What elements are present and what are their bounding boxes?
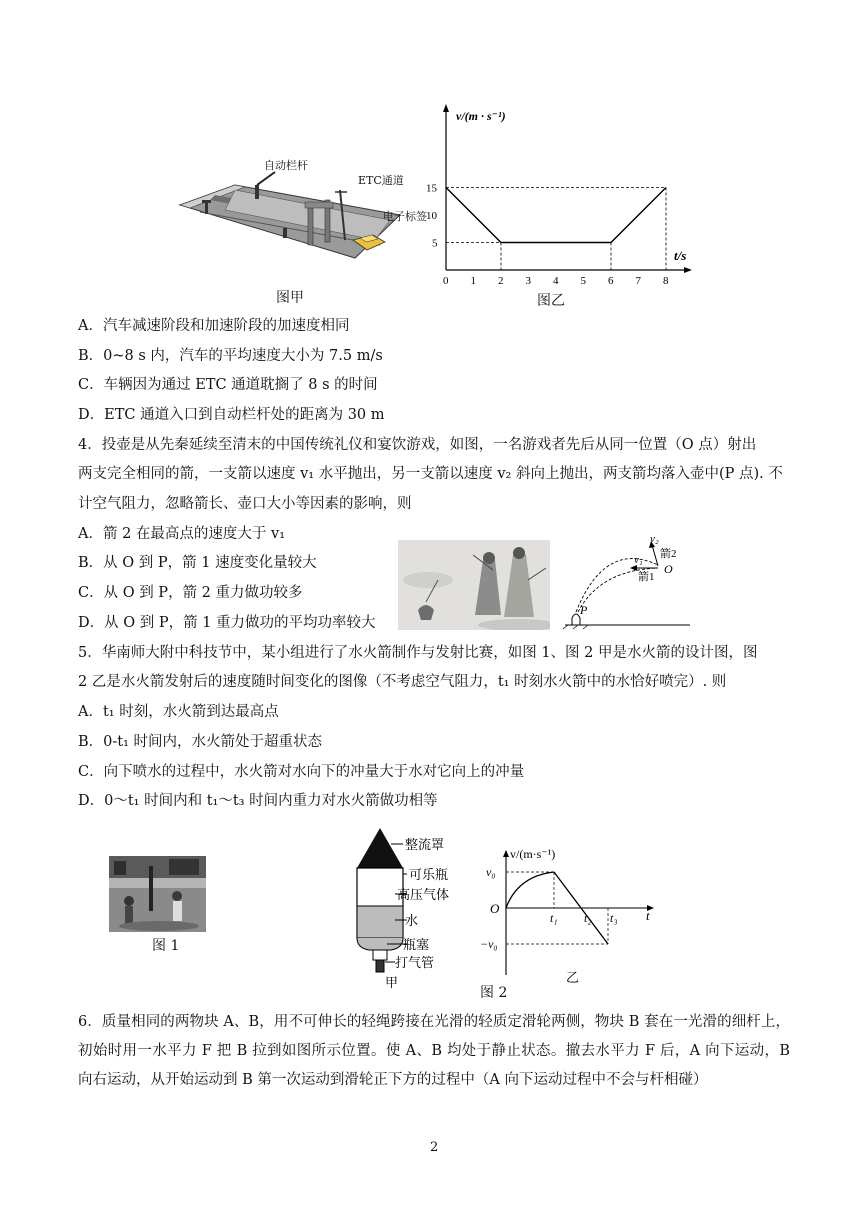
x-tick-label: 1	[470, 275, 476, 285]
x-tick-label: 8	[663, 275, 669, 285]
launch-photo	[109, 856, 206, 932]
trajectory-2	[576, 559, 658, 612]
q5-stem-2: 2 乙是水火箭发射后的速度随时间变化的图像（不考虑空气阻力，t₁ 时刻水火箭中的水恰好喷完）. 则	[78, 674, 727, 690]
page-number: 2	[430, 1140, 439, 1155]
svg-text:−v₀: −v₀	[480, 937, 498, 951]
svg-text:P: P	[580, 603, 588, 617]
vt-chart	[420, 100, 710, 285]
fig-jia-caption: 图甲	[276, 290, 304, 306]
y-tick-label: 10	[426, 210, 437, 222]
svg-text:箭2: 箭2	[660, 548, 677, 560]
q4-option-b: B．从 O 到 P，箭 1 速度变化量较大	[78, 555, 317, 571]
svg-text:t₃: t₃	[610, 911, 618, 925]
q4-option-c: C．从 O 到 P，箭 2 重力做功较多	[78, 585, 303, 601]
q4-stem-3: 计空气阻力，忽略箭长、壶口大小等因素的影响，则	[78, 496, 412, 512]
q5-option-c: C．向下喷水的过程中，水火箭对水向下的冲量大于水对它向上的冲量	[78, 764, 525, 780]
q5-option-d: D．0～t₁ 时间内和 t₁～t₃ 时间内重力对水火箭做功相等	[78, 793, 438, 809]
svg-text:v₀: v₀	[486, 865, 496, 879]
svg-text:v₁: v₁	[634, 554, 643, 566]
x-tick-label: 6	[608, 275, 614, 285]
x-tick-label: 3	[525, 275, 531, 285]
v2-arrow	[652, 545, 658, 566]
pot	[572, 614, 580, 625]
y-tick-label: 5	[432, 237, 438, 250]
rocket-design	[345, 822, 485, 990]
svg-text:v₂: v₂	[650, 533, 659, 545]
plug	[373, 950, 387, 960]
fairing	[357, 828, 403, 868]
y-arrow	[443, 104, 449, 112]
q3-option-a: A．汽车减速阶段和加速阶段的加速度相同	[78, 318, 350, 334]
x-axis-label: t/s	[674, 248, 687, 263]
touhu-painting	[398, 540, 550, 630]
label-gate: 自动栏杆	[264, 159, 308, 172]
svg-text:整流罩: 整流罩	[405, 837, 445, 852]
fig2-caption: 图 2	[480, 985, 508, 1001]
svg-text:瓶塞: 瓶塞	[403, 937, 430, 952]
q3-option-d: D．ETC 通道入口到自动栏杆处的距离为 30 m	[78, 407, 385, 423]
x-tick-label: 4	[553, 275, 559, 285]
series-velocity	[446, 188, 666, 243]
x-tick-label: 5	[580, 275, 586, 285]
q3-option-c: C．车辆因为通过 ETC 通道耽搁了 8 s 的时间	[78, 377, 378, 393]
pump-tube	[376, 960, 384, 972]
y-tick-label: 15	[426, 182, 437, 195]
x-tick-label: 0	[443, 275, 449, 285]
svg-text:O: O	[664, 562, 673, 576]
q4-stem-2: 两支完全相同的箭，一支箭以速度 v₁ 水平抛出，另一支箭以速度 v₂ 斜向上抛出，两支箭均落入壶中(P 点). 不	[78, 466, 783, 482]
curve-rise	[506, 872, 554, 908]
x-tick-label: 2	[498, 275, 504, 285]
q6-stem: 6．质量相同的两物块 A、B，用不可伸长的轻绳跨接在光滑的轻质定滑轮两侧，物块 B 套在一光滑的细杆上，初始时用一水平力 F 把 B 拉到如图所示位置。使 A、B 均处于静止状态。撤去水平力 F 后，A 向下运动，B 向右运动，从开始运动到 B 第一次运动到滑轮正下方的过程中（A 向下运动过程中不会与杆相碰）	[78, 1014, 790, 1088]
svg-text:O: O	[490, 901, 500, 916]
svg-text:v/(m·s⁻¹): v/(m·s⁻¹)	[510, 847, 556, 861]
svg-text:打气管: 打气管	[395, 955, 435, 970]
rocket-vt-graph	[478, 840, 668, 985]
q3-option-b: B．0~8 s 内，汽车的平均速度大小为 7.5 m/s	[78, 348, 383, 364]
q5-stem-1: 5．华南师大附中科技节中，某小组进行了水火箭制作与发射比赛，如图 1、图 2 甲是水火箭的设计图，图	[78, 645, 758, 661]
x-arrow	[684, 267, 692, 273]
water-region	[357, 906, 403, 938]
q4-stem-1: 4．投壶是从先秦延续至清末的中国传统礼仪和宴饮游戏，如图，一名游戏者先后从同一位置（O 点）射出	[78, 437, 757, 453]
svg-text:t₁: t₁	[550, 911, 558, 925]
svg-text:可乐瓶: 可乐瓶	[409, 867, 449, 882]
svg-text:高压气体: 高压气体	[397, 887, 450, 902]
svg-text:甲: 甲	[385, 975, 399, 990]
arrow-trajectory-diagram	[560, 530, 695, 630]
svg-text:t₂: t₂	[584, 911, 592, 925]
q5-option-b: B．0-t₁ 时间内，水火箭处于超重状态	[78, 734, 323, 750]
svg-text:t: t	[646, 908, 650, 923]
q4-option-a: A．箭 2 在最高点的速度大于 v₁	[78, 526, 286, 542]
label-etc: ETC通道	[358, 174, 404, 187]
svg-text:乙: 乙	[566, 970, 580, 985]
q4-option-d: D．从 O 到 P，箭 1 重力做功的平均功率较大	[78, 615, 376, 631]
y-axis-label: v/(m · s⁻¹)	[456, 109, 506, 123]
q5-option-a: A．t₁ 时刻，水火箭到达最高点	[78, 704, 279, 720]
fig-yi-caption: 图乙	[537, 293, 565, 309]
svg-text:箭1: 箭1	[638, 571, 655, 583]
fig1-caption: 图 1	[152, 938, 180, 954]
svg-text:水: 水	[405, 913, 419, 928]
x-tick-label: 7	[635, 275, 641, 285]
label-tag: 电子标签	[383, 210, 427, 223]
